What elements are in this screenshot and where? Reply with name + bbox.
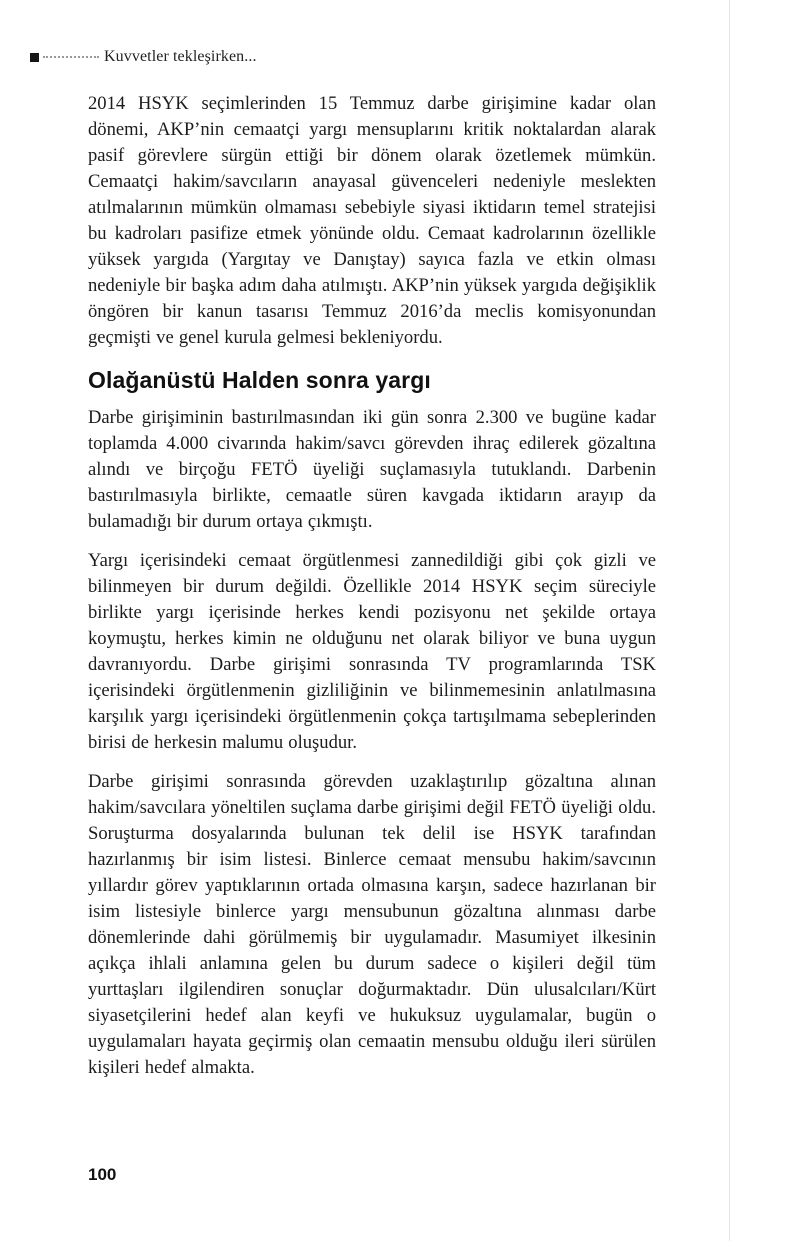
body-paragraph-4: Darbe girişimi sonrasında görevden uzaklaştırılıp gözaltına alınan hakim/savcılara yöneltilen suçlama darbe girişimi değil FETÖ üyeliği oldu. Soruşturma dosyalarında bulunan tek delil ise HSYK tarafından hazırlanmış bir isim listesi. Binlerce cemaat mensubu hakim/savcının yıllardır görev yaptıklarının ortada olmasına karşın, sadece hazırlanan bir isim listesiyle binlerce yargı mensubunun gözaltına alınması darbe dönemlerinde dahi görülmemiş bir uygulamadır. Masumiyet ilkesinin açıkça ihlali anlamına gelen bu durum sadece o kişileri değil tüm yurttaşları ilgilendiren sonuçlar doğurmaktadır. Dün ulusalcıları/Kürt siyasetçilerini hedef alan keyfi ve hukuksuz uygulamalar, bugün o uygulamaları hayata geçirmiş olan cemaatin mensubu olduğu ileri sürülen kişileri hedef almakta. xyxy=(88,771,656,1078)
body-paragraph-2: Darbe girişiminin bastırılmasından iki gün sonra 2.300 ve bugüne kadar toplamda 4.000 civarında hakim/savcı görevden ihraç edilerek gözaltına alındı ve birçoğu FETÖ üyeliği suçlamasıyla tutuklandı. Darbenin bastırılmasıyla birlikte, cemaatle süren kavgada iktidarın arayıp da bulamadığı bir durum ortaya çıkmıştı. xyxy=(88,407,656,532)
body-paragraph-1: 2014 HSYK seçimlerinden 15 Temmuz darbe girişimine kadar olan dönemi, AKP’nin cemaatçi yargı mensuplarını kritik noktalardan alarak pasif görevlere sürgün ettiği bir dönem olarak özetlemek mümkün. Cemaatçi hakim/savcıların anayasal güvenceleri nedeniyle meslekten atılmalarının mümkün olmaması sebebiyle siyasi iktidarın temel stratejisi bu kadroları pasifize etmek yönünde oldu. Cemaat kadrolarının özellikle yüksek yargıda (Yargıtay ve Danıştay) sayıca fazla ve etkin olması nedeniyle bir başka adım daha atılmıştı. AKP’nin yüksek yargıda değişiklik öngören bir kanun tasarısı Temmuz 2016’da meclis komisyonundan geçmişti ve genel kurula gelmesi bekleniyordu. xyxy=(88,93,656,348)
page-edge-line xyxy=(729,0,730,1241)
running-header-title: Kuvvetler tekleşirken... xyxy=(104,48,257,65)
page-number: 100 xyxy=(88,1165,117,1184)
running-header xyxy=(30,48,257,66)
header-square-marker-icon xyxy=(30,53,39,62)
page-content xyxy=(88,91,656,1094)
section-heading: Olağanüstü Halden sonra yargı xyxy=(88,367,431,393)
header-dotted-leader xyxy=(43,56,99,58)
body-paragraph-3: Yargı içerisindeki cemaat örgütlenmesi zannedildiği gibi çok gizli ve bilinmeyen bir durum değildi. Özellikle 2014 HSYK seçim süreciyle birlikte yargı içerisinde herkes kendi pozisyonu net şekilde ortaya koymuştu, herkes kimin ne olduğunu net olarak biliyor ve buna uygun davranıyordu. Darbe girişimi sonrasında TV programlarında TSK içerisindeki örgütlenmenin gizliliğinin ve bilinmemesinin anlatılmasına karşılık yargı içerisindeki örgütlenmenin çokça tartışılmama sebeplerinden birisi de herkesin malumu oluşudur. xyxy=(88,550,656,753)
